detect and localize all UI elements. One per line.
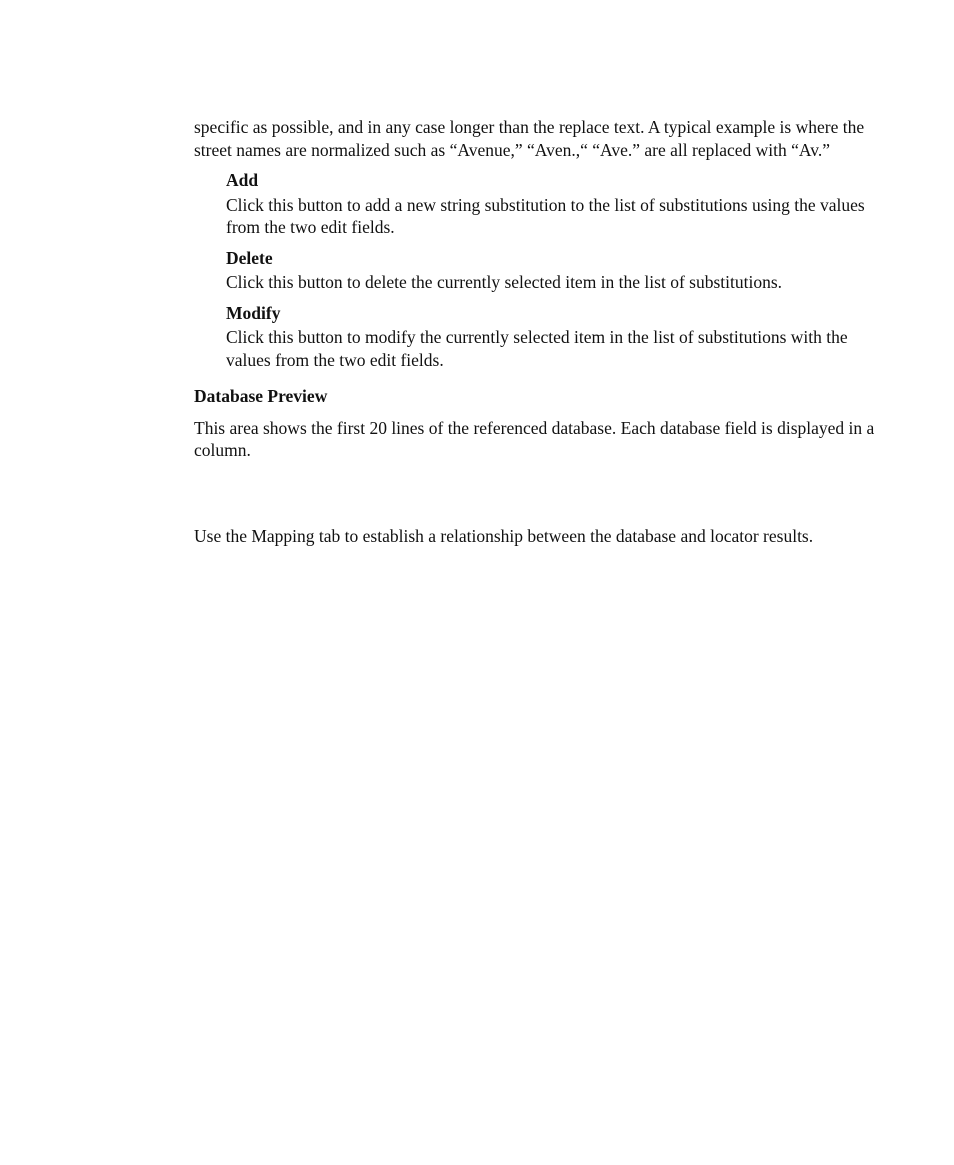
database-preview-body: This area shows the first 20 lines of the referenced database. Each database field is displayed in a column. — [194, 417, 875, 460]
definition-term: Delete — [226, 247, 273, 268]
definition-modify — [226, 302, 884, 372]
definition-body: Click this button to delete the currently selected item in the list of substitutions. — [226, 272, 783, 292]
definition-body: Click this button to add a new string substitution to the list of substitutions using the values from the two edit fields. — [226, 194, 865, 237]
closing-paragraph: Use the Mapping tab to establish a relationship between the database and locator results. — [194, 525, 814, 546]
definition-delete — [226, 247, 884, 294]
intro-paragraph: specific as possible, and in any case longer than the replace text. A typical example is where the street names are normalized such as “Avenue,” “Aven.,“ “Ave.” are all replaced with “Av.” — [194, 117, 865, 160]
definition-term: Add — [226, 170, 259, 190]
document-page — [194, 116, 884, 547]
definition-term: Modify — [226, 302, 281, 323]
database-preview-heading: Database Preview — [194, 386, 328, 406]
definition-add — [226, 169, 884, 239]
definition-body: Click this button to modify the currently selected item in the list of substitutions with the values from the two edit fields. — [226, 327, 848, 370]
